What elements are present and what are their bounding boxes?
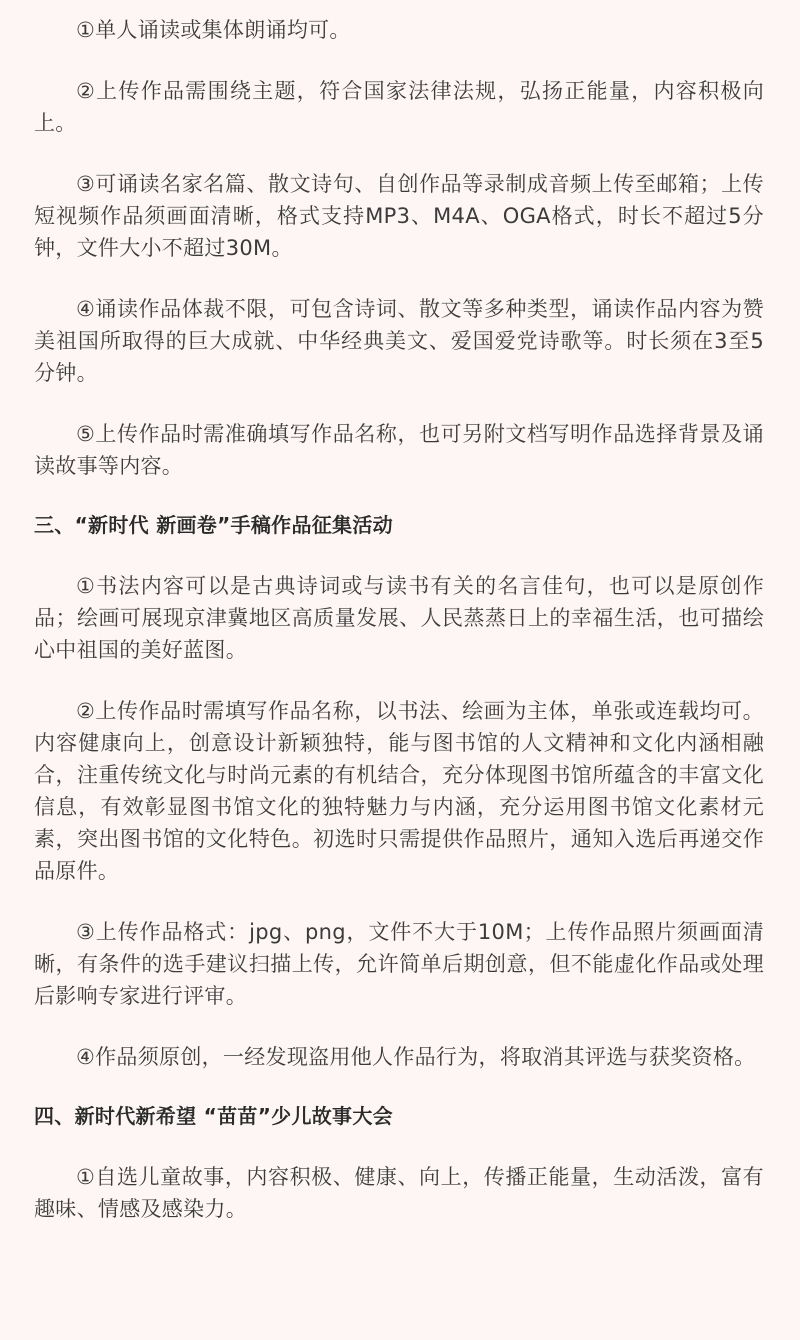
section-heading-4: 四、新时代新希望 “苗苗”少儿故事大会	[34, 1104, 393, 1128]
paragraph-recitation-rule-1: ①单人诵读或集体朗诵均可。	[76, 18, 351, 42]
paragraph-story-rule-1: ①自选儿童故事，内容积极、健康、向上，传播正能量，生动活泼，富有趣味、情感及感染力。	[34, 1165, 764, 1221]
section-heading-3: 三、“新时代 新画卷”手稿作品征集活动	[34, 513, 393, 537]
paragraph-recitation-rule-4: ④诵读作品体裁不限，可包含诗词、散文等多种类型，诵读作品内容为赞美祖国所取得的巨大成就、中华经典美文、爱国爱党诗歌等。时长须在3至5分钟。	[34, 297, 764, 385]
paragraph-manuscript-rule-3: ③上传作品格式：jpg、png，文件不大于10M；上传作品照片须画面清晰，有条件的选手建议扫描上传，允许简单后期创意，但不能虚化作品或处理后影响专家进行评审。	[34, 920, 764, 1008]
paragraph-recitation-rule-5: ⑤上传作品时需准确填写作品名称，也可另附文档写明作品选择背景及诵读故事等内容。	[34, 422, 764, 478]
paragraph-recitation-rule-3: ③可诵读名家名篇、散文诗句、自创作品等录制成音频上传至邮箱；上传短视频作品须画面清晰，格式支持MP3、M4A、OGA格式，时长不超过5分钟，文件大小不超过30M。	[34, 172, 764, 260]
paragraph-recitation-rule-2: ②上传作品需围绕主题，符合国家法律法规，弘扬正能量，内容积极向上。	[34, 79, 764, 135]
paragraph-manuscript-rule-1: ①书法内容可以是古典诗词或与读书有关的名言佳句，也可以是原创作品；绘画可展现京津冀地区高质量发展、人民蒸蒸日上的幸福生活，也可描绘心中祖国的美好蓝图。	[34, 574, 764, 662]
paragraph-manuscript-rule-4: ④作品须原创，一经发现盗用他人作品行为，将取消其评选与获奖资格。	[76, 1045, 756, 1069]
paragraph-manuscript-rule-2: ②上传作品时需填写作品名称，以书法、绘画为主体，单张或连载均可。内容健康向上，创意设计新颖独特，能与图书馆的人文精神和文化内涵相融合，注重传统文化与时尚元素的有机结合，充分体现图书馆所蕴含的丰富文化信息，有效彰显图书馆文化的独特魅力与内涵，充分运用图书馆文化素材元素，突出图书馆的文化特色。初选时只需提供作品照片，通知入选后再递交作品原件。	[34, 699, 764, 883]
